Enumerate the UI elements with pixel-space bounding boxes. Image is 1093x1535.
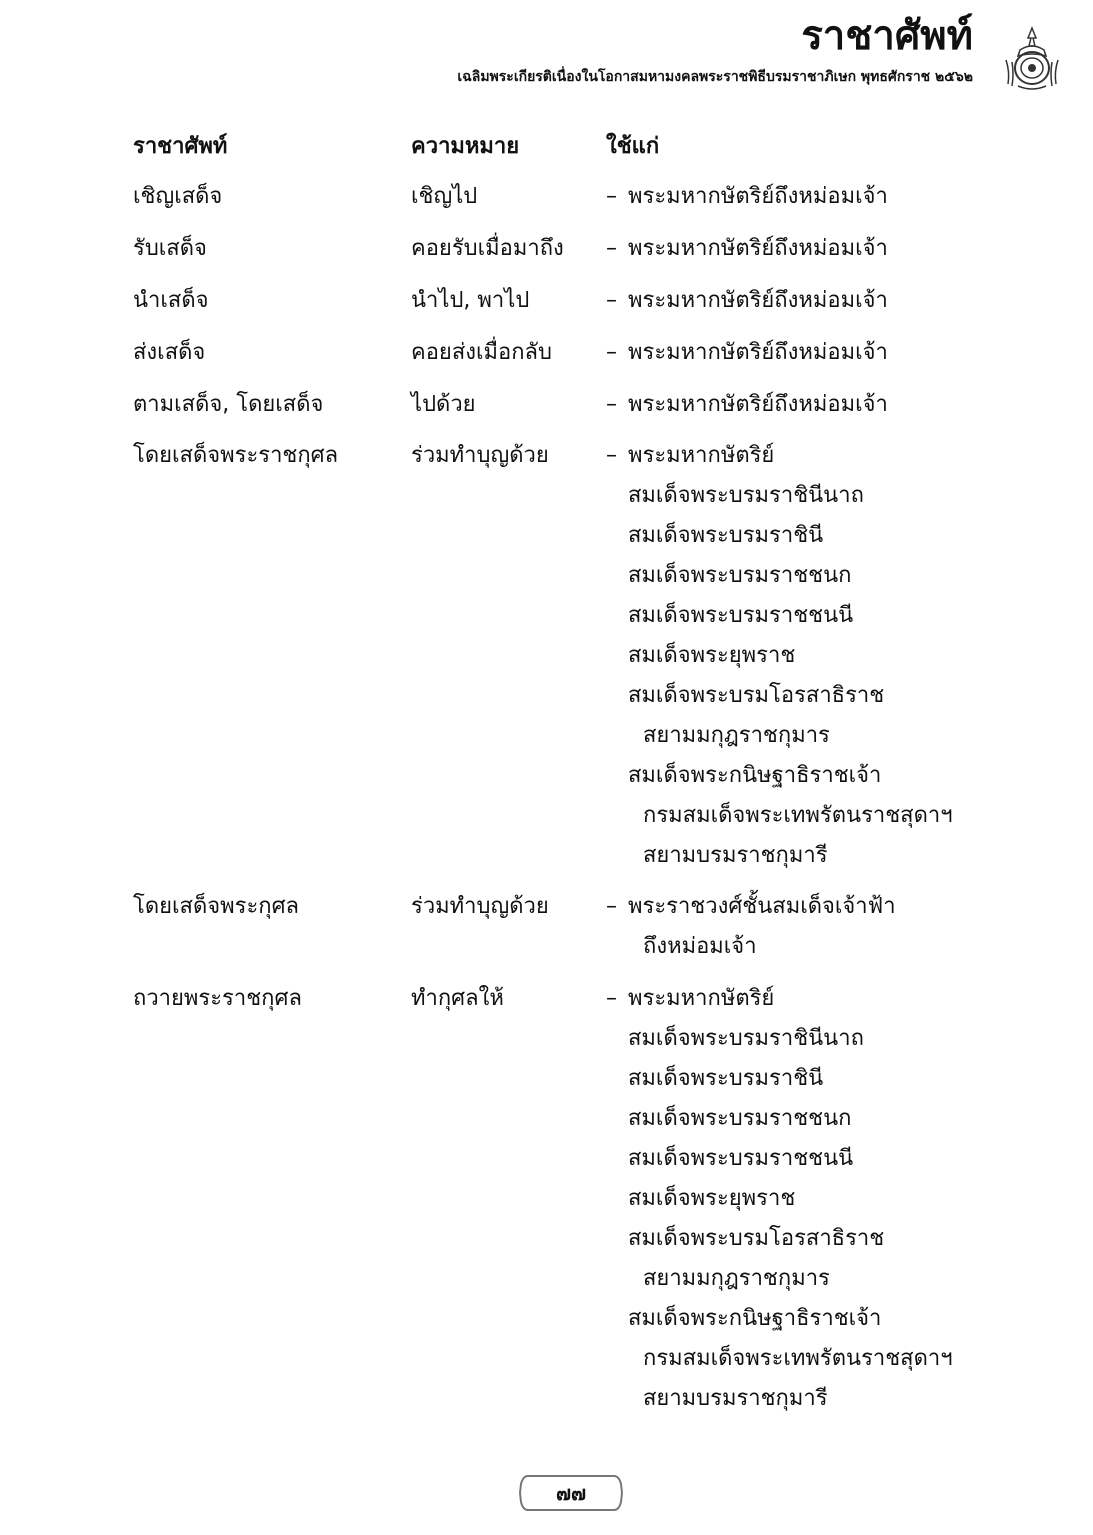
applies-to-item: สมเด็จพระกนิษฐาธิราชเจ้า bbox=[628, 763, 882, 788]
applies-to-list bbox=[628, 333, 888, 373]
applies-to-item: สยามมกุฎราชกุมาร bbox=[643, 1266, 830, 1291]
applies-to-item: สมเด็จพระกนิษฐาธิราชเจ้า bbox=[628, 1306, 882, 1331]
applies-to-item: สมเด็จพระบรมโอรสาธิราช bbox=[628, 683, 885, 708]
applies-to-list bbox=[628, 229, 888, 269]
applies-to-item: พระมหากษัตริย์ถึงหม่อมเจ้า bbox=[628, 236, 888, 261]
column-header-meaning: ความหมาย bbox=[411, 134, 520, 159]
applies-to-list bbox=[628, 281, 888, 321]
page-number-badge bbox=[518, 1472, 624, 1514]
applies-to-item: สมเด็จพระบรมราชชนก bbox=[628, 563, 852, 588]
column-header-applies-to: ใช้แก่ bbox=[606, 134, 660, 159]
dash-marker: – bbox=[606, 392, 617, 417]
term-text: นำเสด็จ bbox=[133, 288, 209, 313]
applies-to-list bbox=[628, 385, 888, 425]
dash-marker: – bbox=[606, 986, 617, 1011]
applies-to-item: กรมสมเด็จพระเทพรัตนราชสุดาฯ bbox=[643, 1346, 953, 1371]
applies-to-item: ถึงหม่อมเจ้า bbox=[643, 934, 757, 959]
meaning-text: คอยส่งเมื่อกลับ bbox=[411, 340, 552, 365]
applies-to-list bbox=[628, 436, 953, 876]
dash-marker: – bbox=[606, 184, 617, 209]
applies-to-item: พระมหากษัตริย์ bbox=[628, 986, 775, 1011]
column-header-term: ราชาศัพท์ bbox=[133, 134, 228, 159]
meaning-text: ร่วมทำบุญด้วย bbox=[411, 894, 549, 919]
term-text: รับเสด็จ bbox=[133, 236, 207, 261]
applies-to-item: สมเด็จพระบรมราชินีนาถ bbox=[628, 483, 864, 508]
applies-to-list bbox=[628, 177, 888, 217]
applies-to-item: สมเด็จพระบรมราชินี bbox=[628, 1066, 824, 1091]
applies-to-item: กรมสมเด็จพระเทพรัตนราชสุดาฯ bbox=[643, 803, 953, 828]
applies-to-list bbox=[628, 887, 896, 967]
applies-to-item: พระมหากษัตริย์ถึงหม่อมเจ้า bbox=[628, 288, 888, 313]
applies-to-item: สมเด็จพระบรมโอรสาธิราช bbox=[628, 1226, 885, 1251]
meaning-text: ร่วมทำบุญด้วย bbox=[411, 443, 549, 468]
term-text: ถวายพระราชกุศล bbox=[133, 986, 302, 1011]
applies-to-item: สมเด็จพระบรมราชชนนี bbox=[628, 603, 854, 628]
meaning-text: นำไป, พาไป bbox=[411, 288, 530, 313]
term-text: ส่งเสด็จ bbox=[133, 340, 206, 365]
applies-to-item: พระราชวงศ์ชั้นสมเด็จเจ้าฟ้า bbox=[628, 894, 896, 919]
dash-marker: – bbox=[606, 288, 617, 313]
applies-to-item: สยามบรมราชกุมารี bbox=[643, 843, 828, 868]
term-text: โดยเสด็จพระกุศล bbox=[133, 894, 300, 919]
applies-to-item: สมเด็จพระยุพราช bbox=[628, 1186, 796, 1211]
dash-marker: – bbox=[606, 894, 617, 919]
meaning-text: เชิญไป bbox=[411, 184, 478, 209]
applies-to-item: สมเด็จพระบรมราชชนก bbox=[628, 1106, 852, 1131]
royal-emblem-icon bbox=[1000, 26, 1064, 92]
term-text: เชิญเสด็จ bbox=[133, 184, 223, 209]
applies-to-item: พระมหากษัตริย์ถึงหม่อมเจ้า bbox=[628, 184, 888, 209]
meaning-text: ทำกุศลให้ bbox=[411, 986, 504, 1011]
applies-to-item: พระมหากษัตริย์ bbox=[628, 443, 775, 468]
applies-to-item: สยามมกุฎราชกุมาร bbox=[643, 723, 830, 748]
applies-to-item: สมเด็จพระยุพราช bbox=[628, 643, 796, 668]
page-number: ๗๗ bbox=[555, 1481, 587, 1505]
term-text: ตามเสด็จ, โดยเสด็จ bbox=[133, 392, 324, 417]
applies-to-item: พระมหากษัตริย์ถึงหม่อมเจ้า bbox=[628, 340, 888, 365]
dash-marker: – bbox=[606, 443, 617, 468]
dash-marker: – bbox=[606, 236, 617, 261]
page-subtitle: เฉลิมพระเกียรติเนื่องในโอกาสมหามงคลพระราชพิธีบรมราชาภิเษก พุทธศักราช ๒๕๖๒ bbox=[457, 69, 973, 85]
term-text: โดยเสด็จพระราชกุศล bbox=[133, 443, 339, 468]
applies-to-item: สมเด็จพระบรมราชชนนี bbox=[628, 1146, 854, 1171]
applies-to-item: สยามบรมราชกุมารี bbox=[643, 1386, 828, 1411]
page-title: ราชาศัพท์ bbox=[801, 12, 973, 59]
applies-to-item: พระมหากษัตริย์ถึงหม่อมเจ้า bbox=[628, 392, 888, 417]
meaning-text: คอยรับเมื่อมาถึง bbox=[411, 236, 564, 261]
meaning-text: ไปด้วย bbox=[411, 392, 476, 417]
applies-to-list bbox=[628, 979, 953, 1419]
applies-to-item: สมเด็จพระบรมราชินีนาถ bbox=[628, 1026, 864, 1051]
applies-to-item: สมเด็จพระบรมราชินี bbox=[628, 523, 824, 548]
dash-marker: – bbox=[606, 340, 617, 365]
